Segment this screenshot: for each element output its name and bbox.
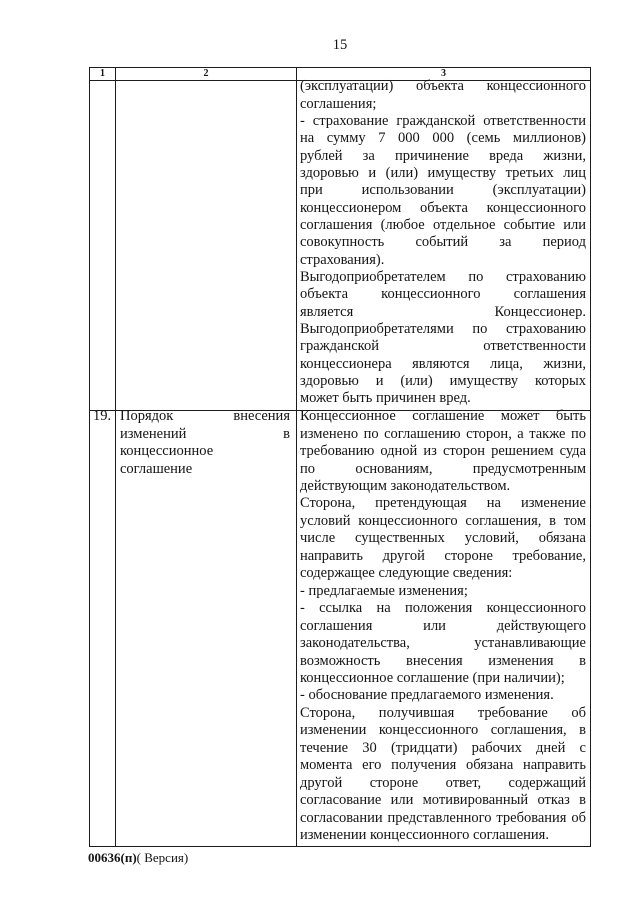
content-line: Сторона, претендующая на изменение — [300, 495, 586, 512]
content-line: - ссылка на положения концессионного — [300, 600, 586, 617]
content-line: течение 30 (тридцати) рабочих дней с — [300, 739, 586, 756]
content-line: содержащее следующие сведения: — [300, 565, 513, 582]
title-line: Порядок внесения — [120, 408, 290, 425]
content-line: объекта концессионного соглашения — [300, 286, 586, 303]
content-line: числе существенных условий, обязана — [300, 530, 586, 547]
content-line: изменении концессионного соглашения. — [300, 827, 549, 844]
content-line: является Концессионер. — [300, 303, 586, 320]
row-number-text: 19. — [93, 408, 112, 425]
content-line: изменении концессионного соглашения, в — [300, 722, 586, 739]
content-line: направить другой стороне требование, — [300, 547, 586, 564]
content-line: согласование или мотивированный отказ в — [300, 792, 586, 809]
content-line: концессионера являются лица, жизни, — [300, 355, 586, 372]
content-line: по основаниям, предусмотренным — [300, 460, 586, 477]
title-line: концессионное — [120, 443, 214, 460]
row-content — [300, 408, 586, 844]
document-version: ( Версия) — [136, 850, 189, 865]
content-line: действующим законодательством. — [300, 478, 511, 494]
content-line: законодательства, устанавливающие — [300, 635, 586, 652]
content-line: Выгодоприобретателями по страхованию — [300, 320, 586, 337]
row-title — [120, 408, 290, 478]
content-line: соглашения (любое отдельное событие или — [300, 216, 586, 233]
content-line: другой стороне ответ, содержащий — [300, 774, 586, 791]
column-divider — [296, 68, 297, 846]
title-line: соглашение — [120, 460, 193, 477]
page-number: 15 — [332, 37, 348, 53]
content-line: может быть причинен вред. — [300, 390, 471, 407]
content-line: гражданской ответственности — [300, 338, 586, 355]
content-line: совокупность событий за период — [300, 234, 586, 251]
content-line: требованию одной из сторон решением суда — [300, 443, 586, 460]
title-line: изменений в — [120, 425, 290, 442]
column-header-1: 1 — [100, 68, 105, 79]
column-divider — [115, 68, 116, 846]
content-line: страхования). — [300, 251, 385, 268]
content-line: момента его получения обязана направить — [300, 757, 586, 774]
content-line: Сторона, получившая требование об — [300, 704, 586, 721]
content-line: Концессионное соглашение может быть — [300, 408, 586, 425]
content-line: соглашения; — [300, 95, 377, 112]
content-line: - страхование гражданской ответственности — [300, 112, 586, 129]
content-line: концессионером объекта концессионного — [300, 199, 586, 216]
content-line: (эксплуатации) объекта концессионного — [300, 78, 586, 95]
row-content-continued — [300, 78, 586, 407]
content-line: - предлагаемые изменения; — [300, 582, 468, 599]
content-line: здоровью и (или) имуществу которых — [300, 372, 586, 389]
document-code: 00636(п) — [88, 850, 137, 865]
content-line: соглашения или действующего — [300, 617, 586, 634]
content-line: условий концессионного соглашения, в том — [300, 512, 586, 529]
column-header-2: 2 — [203, 68, 209, 79]
content-line: согласовании представленного требования об — [300, 809, 586, 826]
row-number — [93, 408, 115, 425]
content-line: Выгодоприобретателем по страхованию — [300, 268, 586, 285]
content-line: на сумму 7 000 000 (семь миллионов) — [300, 130, 586, 147]
document-table — [89, 67, 591, 847]
content-line: здоровью и (или) имуществу третьих лиц — [300, 164, 586, 181]
content-line: рублей за причинение вреда жизни, — [300, 147, 586, 164]
content-line: возможность внесения изменения в — [300, 652, 586, 669]
content-line: изменено по соглашению сторон, а также по — [300, 425, 586, 442]
column-header-3: 3 — [441, 68, 446, 79]
document-footer — [88, 850, 188, 866]
content-line: - обоснование предлагаемого изменения. — [300, 687, 554, 704]
content-line: при использовании (эксплуатации) — [300, 182, 586, 199]
content-line: концессионное соглашение (при наличии); — [300, 669, 565, 686]
